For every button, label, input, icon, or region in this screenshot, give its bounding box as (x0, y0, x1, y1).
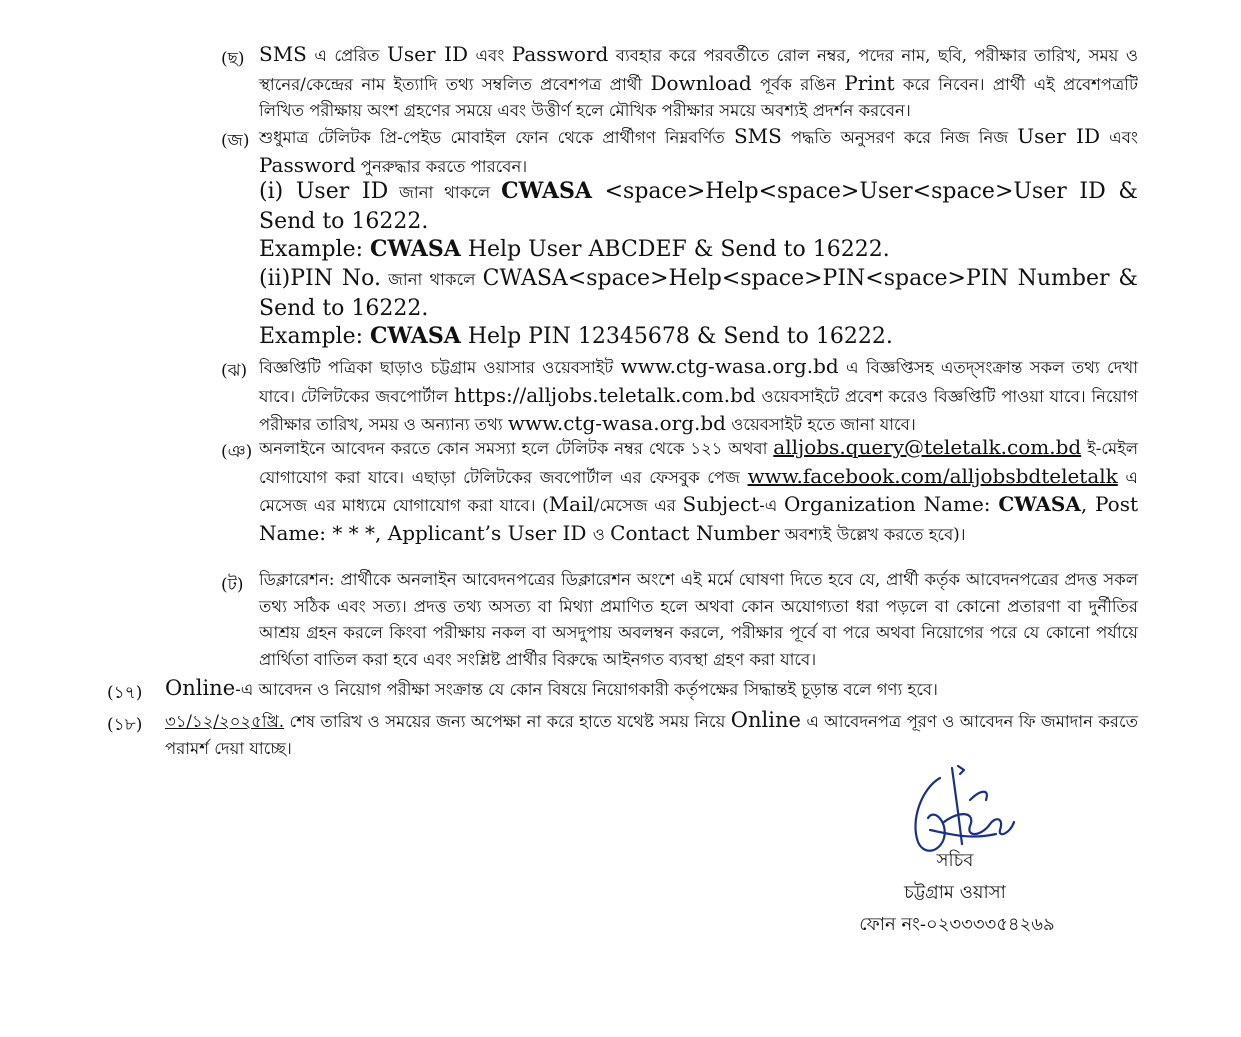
item-label-jha: (ঝ) (221, 361, 248, 381)
item-jha-text: বিজ্ঞপ্তিটি পত্রিকা ছাড়াও চট্টগ্রাম ওয়াসার ওয়েবসাইট www.ctg-wasa.org.bd এ বিজ্ঞপ্তিসহ এতদ্সংক্রান্ত সকল তথ্য দেখা যাবে। টেলিটকের জবপোর্টাল https://alljobs.teletalk.com.bd ওয়েবসাইটে প্রবেশ করেও বিজ্ঞপ্তিটি পাওয়া যাবে। নিয়োগ পরীক্ষার তারিখ, সময় ও অন্যান্য তথ্য www.ctg-wasa.org.bd ওয়েবসাইট হতে জানা যাবে। (259, 354, 1138, 435)
item-label-ta: (ট) (221, 575, 244, 595)
item-ta-text: ডিক্লারেশন: প্রার্থীকে অনলাইন আবেদনপত্রের ডিক্লারেশন অংশে এই মর্মে ঘোষণা দিতে হবে যে, প্রার্থী কর্তৃক আবেদনপত্রের প্রদত্ত সকল তথ্য সঠিক এবং সত্য। প্রদত্ত তথ্য অসত্য বা মিথ্যা প্রমাণিত হলে অথবা কোন অযোগ্যতা ধরা পড়লে বা কোনো প্রতারণা বা দুর্নীতির আশ্রয় গ্রহন করলে কিংবা পরীক্ষায় নকল বা অসদুপায় অবলম্বন করলে, পরীক্ষার পূর্বে বা পরে অথবা নিয়োগের পরে যে কোনো পর্যায়ে প্রার্থিতা বাতিল করা হবে এবং সংশ্লিষ্ট প্রার্থীর বিরুদ্ধে আইনগত ব্যবস্থা গ্রহণ করা যাবে। (259, 570, 1138, 669)
item-ja-text: শুধুমাত্র টেলিটক প্রি-পেইড মোবাইল ফোন থেকে প্রার্থীগণ নিম্নবর্ণিত SMS পদ্ধতি অনুসরণ করে নিজ নিজ User ID এবং Password পুনরুদ্ধার করতে পারবেন। (259, 124, 1138, 177)
item-label-18: (১৮) (107, 715, 143, 735)
item-18-text: ৩১/১২/২০২৫খ্রি. শেষ তারিখ ও সময়ের জন্য অপেক্ষা না করে হাতে যথেষ্ট সময় নিয়ে Online এ আবেদনপত্র পূরণ ও আবেদন ফি জমাদান করতে পরামর্শ দেয়া যাচ্ছে। (165, 708, 1138, 758)
item-label-ja: (জ) (221, 131, 250, 151)
item-17-text: Online-এ আবেদন ও নিয়োগ পরীক্ষা সংক্রান্ত যে কোন বিষয়ে নিয়োগকারী কর্তৃপক্ষের সিদ্ধান্তই চূড়ান্ত বলে গণ্য হবে। (165, 676, 938, 700)
item-chha-text: SMS এ প্রেরিত User ID এবং Password ব্যবহার করে পরবর্তীতে রোল নম্বর, পদের নাম, ছবি, পরীক্ষার তারিখ, সময় ও স্থানের/কেন্দ্রের নাম ইত্যাদি তথ্য সম্বলিত প্রবেশপত্র প্রার্থী Download পূর্বক রঙিন Print করে নিবেন। প্রার্থী এই প্রবেশপত্রটি লিখিত পরীক্ষায় অংশ গ্রহণের সময়ে এবং উত্তীর্ণ হলে মৌখিক পরীক্ষার সময়ে অবশ্যই প্রদর্শন করবেন। (259, 42, 1138, 120)
sms-userid-example: Example: CWASA Help User ABCDEF & Send to 16222. (259, 236, 890, 262)
sms-userid-instruction: (i) User ID জানা থাকলে CWASA <space>Help<space>User<space>User ID & Send to 16222. (259, 178, 1138, 234)
signatory-organization: চট্টগ্রাম ওয়াসা (904, 882, 1006, 903)
support-email-link[interactable]: alljobs.query@teletalk.com.bd (773, 435, 1082, 459)
sms-pin-example: Example: CWASA Help PIN 12345678 & Send to 16222. (259, 323, 893, 349)
sms-pin-instruction: (ii)PIN No. জানা থাকলে CWASA<space>Help<space>PIN<space>PIN Number & Send to 16222. (259, 266, 1139, 321)
item-label-chha: (ছ) (221, 49, 245, 69)
signatory-phone: ফোন নং-০২৩৩৩৩৫৪২৬৯ (859, 914, 1055, 935)
item-label-17: (১৭) (107, 683, 143, 703)
facebook-page-link[interactable]: www.facebook.com/alljobsbdteletalk (747, 463, 1118, 488)
item-nya-text: অনলাইনে আবেদন করতে কোন সমস্যা হলে টেলিটক নম্বর থেকে ১২১ অথবা alljobs.query@teletalk.com.bd ই-মেইল যোগাযোগ করা যাবে। এছাড়া টেলিটকের জবপোর্টাল এর ফেসবুক পেজ www.facebook.com/alljobsbdteletalk এ মেসেজ এর মাধ্যমে যোগাযোগ করা যাবে। (Mail/মেসেজ এর Subject-এ Organization Name: CWASA, Post Name: * * *, Applicant’s User ID ও Contact Number অবশ্যই উল্লেখ করতে হবে)। (259, 435, 1139, 545)
signature-image (900, 760, 1030, 860)
signatory-designation: সচিব (936, 850, 974, 871)
item-label-nya: (ঞ) (221, 442, 253, 462)
deadline-date: ৩১/১২/২০২৫খ্রি. (165, 712, 285, 731)
signature-strokes (915, 766, 1014, 851)
teletalk-jobportal-link[interactable]: https://alljobs.teletalk.com.bd (453, 382, 756, 407)
wasa-website-link[interactable]: www.ctg-wasa.org.bd (620, 354, 839, 378)
wasa-website-link-2[interactable]: www.ctg-wasa.org.bd (507, 411, 726, 435)
